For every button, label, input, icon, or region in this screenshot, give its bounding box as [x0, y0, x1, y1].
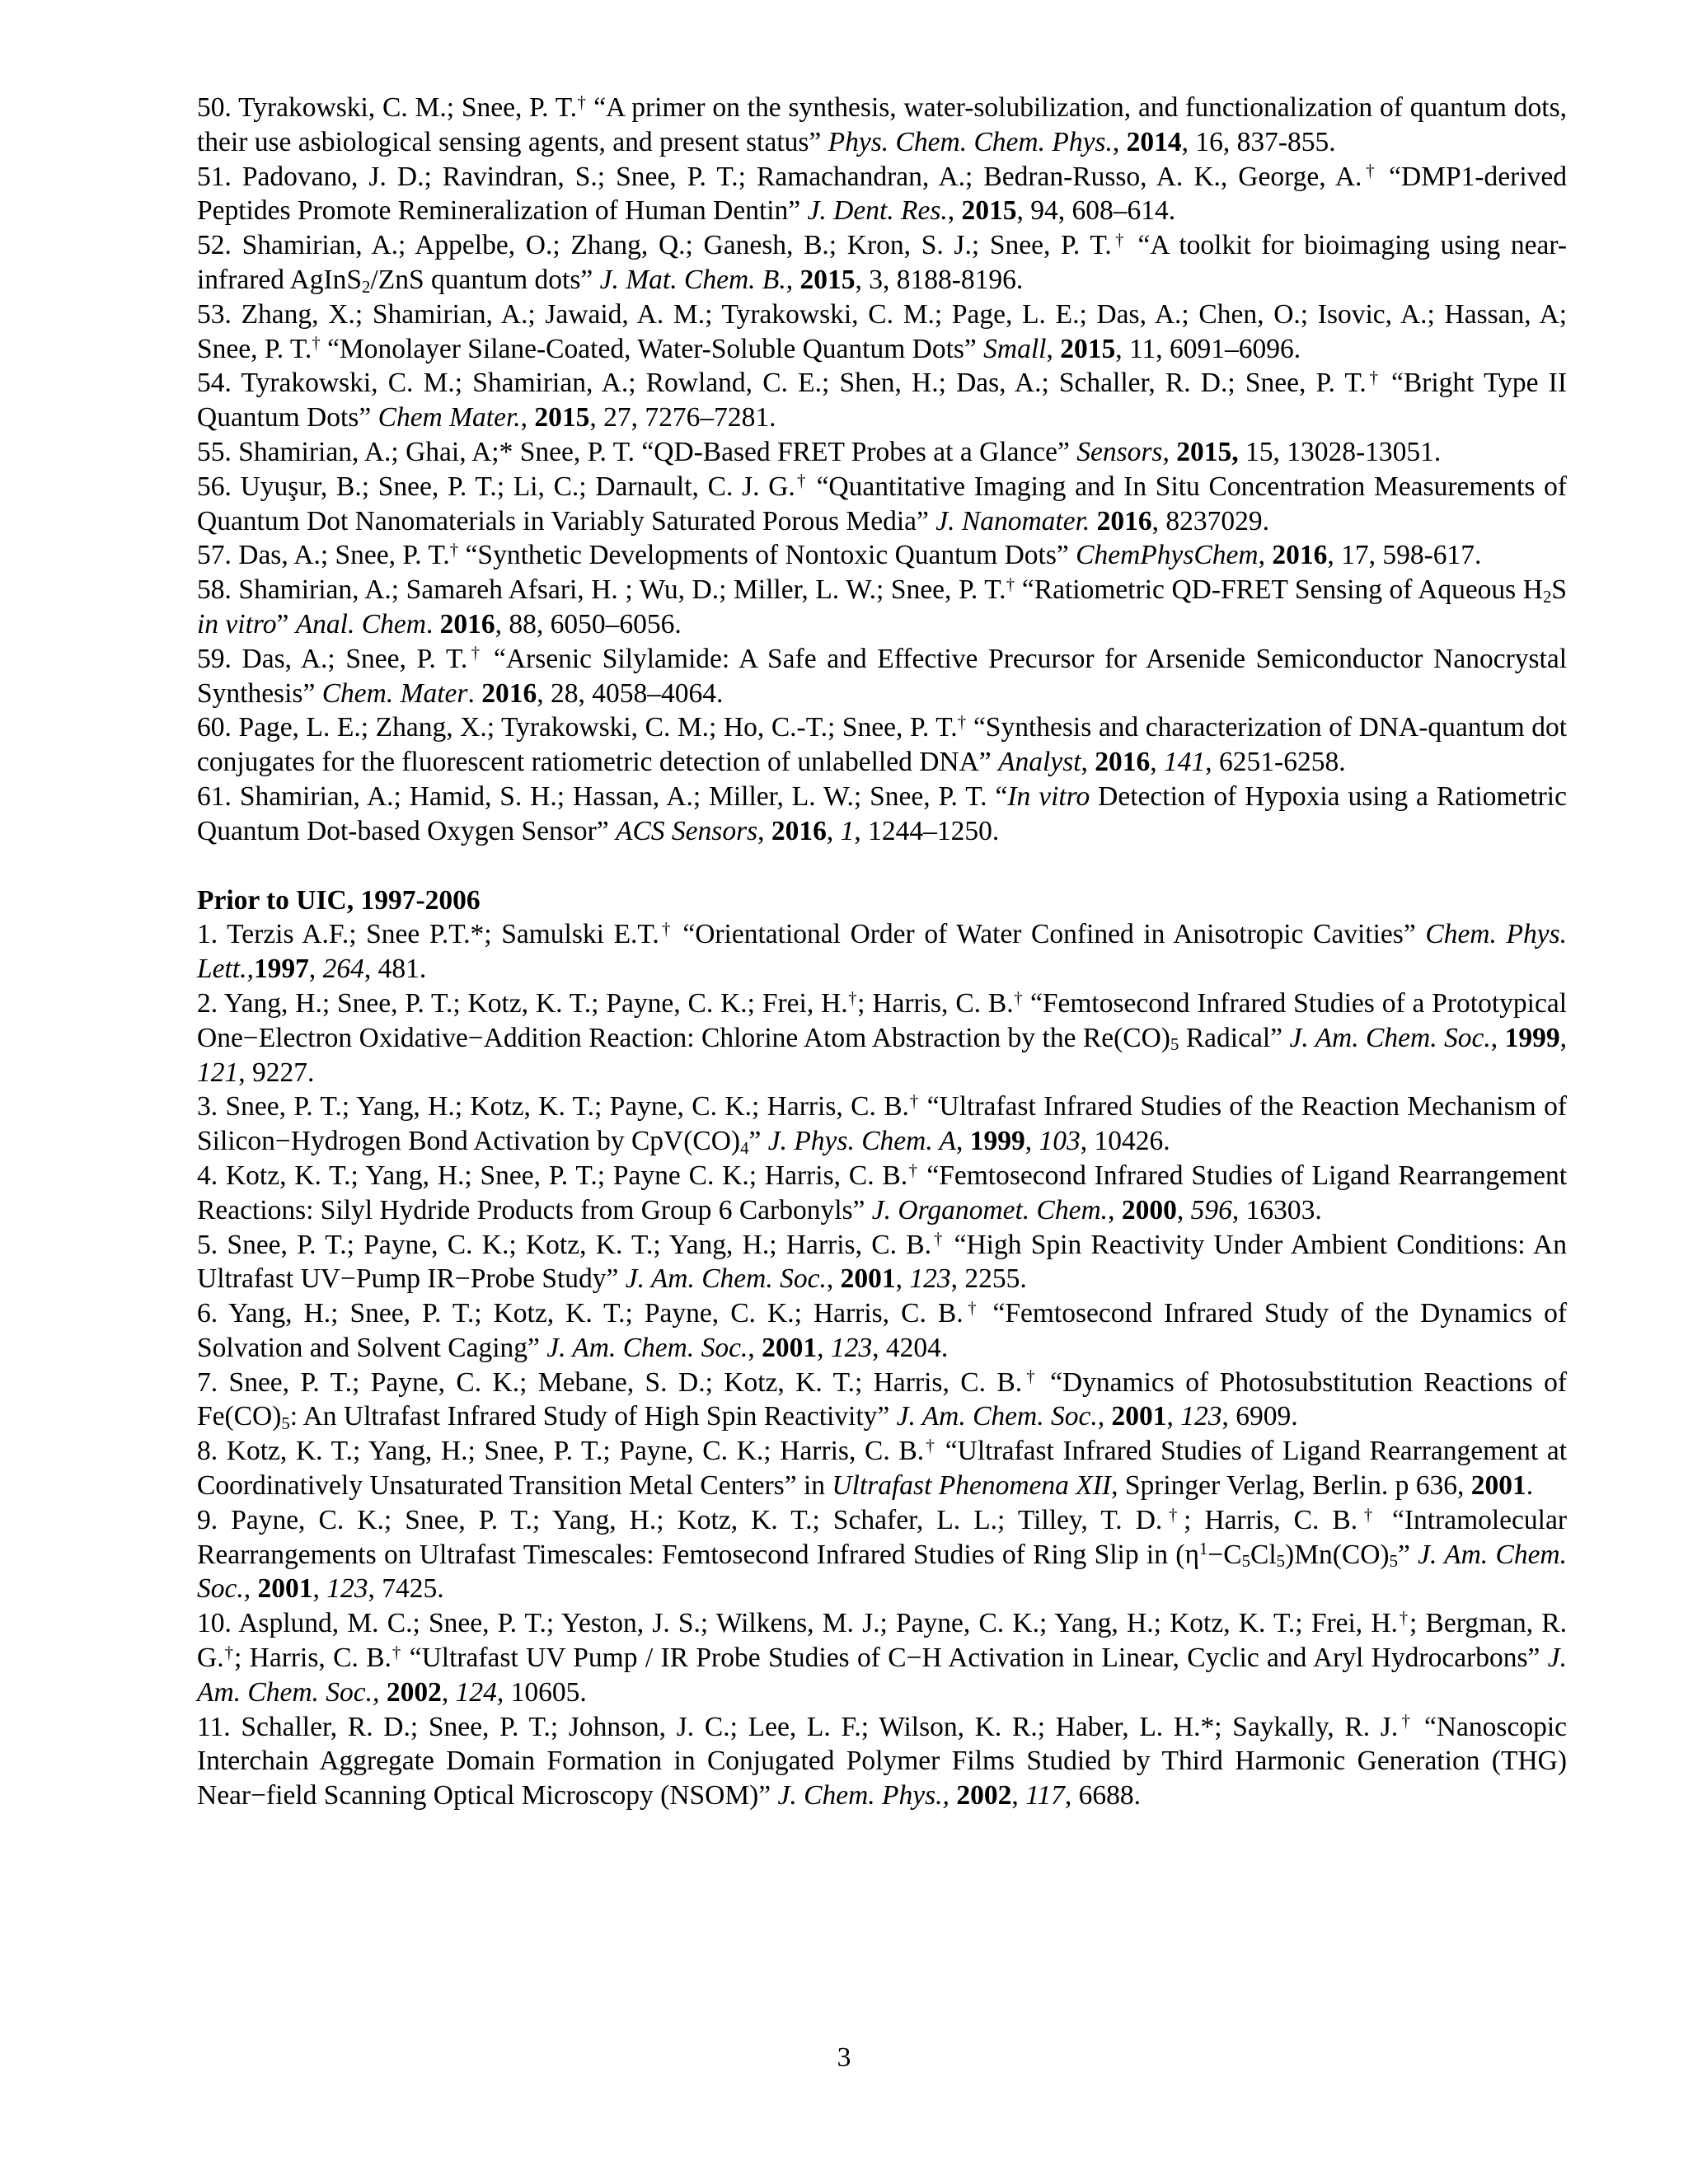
reference-text-run: , 10426. — [1080, 1126, 1170, 1157]
reference-text-run: , — [1176, 1194, 1191, 1226]
reference-text-run: † — [1398, 1712, 1414, 1732]
reference-text-run: 2001 — [1470, 1470, 1526, 1502]
reference-text-run: “Ultrafast Infrared Studies of Ligand Rearrangement at Coordinatively Unsaturated Transition Metal Centers” in — [197, 1436, 1568, 1502]
reference-text-run: J. Am. Chem. Soc. — [625, 1263, 827, 1295]
reference-text-run: , — [947, 195, 962, 227]
reference-text-run: J. Am. Chem. Soc., — [197, 1539, 1568, 1605]
reference-text-run: “A toolkit for bioimaging using near-infrared AgInS — [197, 230, 1568, 295]
reference-text-run: 2016 — [1096, 505, 1152, 537]
reference-text-run: Sensors — [1076, 436, 1163, 467]
reference-text-run: † — [391, 1643, 402, 1662]
reference-text-run: 1999 — [1504, 1022, 1560, 1053]
reference-text-run: 124, — [455, 1676, 504, 1708]
reference-text-run: , — [1559, 1022, 1568, 1053]
reference-text-run: 6. Yang, H.; Snee, P. T.; Kotz, K. T.; Payne, C. K.; Harris, C. B. — [197, 1298, 964, 1329]
reference-text-run: 5 — [1241, 1552, 1250, 1572]
reference-text-run: . — [467, 677, 482, 709]
reference-text-run: , — [895, 1263, 910, 1295]
reference-text-run: † — [1111, 230, 1128, 250]
reference-text-run: 4. Kotz, K. T.; Yang, H.; Snee, P. T.; Payne C. K.; Harris, C. B. — [197, 1160, 908, 1191]
reference-text-run: : An Ultrafast Infrared Study of High Spin Reactivity” — [289, 1401, 897, 1432]
reference-text-run: 1999 — [969, 1126, 1025, 1157]
reference-text-run: 103 — [1039, 1126, 1081, 1157]
reference-entry — [197, 780, 1567, 849]
reference-entry — [197, 1503, 1567, 1606]
reference-text-run: 55. Shamirian, A.; Ghai, A;* Snee, P. T. “QD-Based FRET Probes at a Glance” — [197, 436, 1077, 467]
reference-text-run: 1 — [840, 815, 855, 846]
reference-text-run: “High Spin Reactivity Under Ambient Conditions: An Ultrafast UV−Pump IR−Probe Study” — [197, 1229, 1567, 1295]
publication-list — [197, 91, 1567, 1813]
reference-text-run: , — [1108, 1194, 1122, 1226]
reference-text-run: 264 — [322, 954, 364, 985]
reference-text-run — [379, 1677, 386, 1708]
reference-text-run: J. Am. Chem. Soc. — [1289, 1022, 1491, 1053]
reference-text-run: † — [1362, 162, 1379, 181]
reference-text-run: , 27, 7276–7281. — [589, 402, 776, 434]
reference-text-run: −C — [1207, 1539, 1242, 1570]
reference-text-run: , 1244–1250. — [854, 815, 1000, 846]
reference-text-run: 2016 — [771, 815, 827, 846]
reference-text-run: , — [1490, 1022, 1505, 1053]
reference-text-run: “A primer on the synthesis, water-solubilization, and functionalization of quantum dots, their use asbiological sensing agents, and present status” — [197, 92, 1567, 157]
reference-text-run: , Springer Verlag, Berlin. p 636, — [1111, 1470, 1471, 1502]
reference-text-run: 11. Schaller, R. D.; Snee, P. T.; Johnson, J. C.; Lee, L. F.; Wilson, K. R.; Haber, L. H.*; Saykally, R. J. — [197, 1711, 1399, 1742]
reference-text-run: 8. Kotz, K. T.; Yang, H.; Snee, P. T.; Payne, C. K.; Harris, C. B. — [197, 1436, 925, 1467]
reference-text-run: 596 — [1190, 1194, 1232, 1226]
reference-text-run: , — [748, 1332, 762, 1363]
reference-text-run: 123 — [830, 1332, 873, 1363]
reference-text-run: , — [1166, 1401, 1181, 1432]
section-heading: Prior to UIC, 1997-2006 — [197, 884, 481, 916]
reference-text-run: 2002 — [956, 1780, 1012, 1811]
reference-text-run: 1. Terzis A.F.; Snee P.T.*; Samulski E.T. — [197, 919, 659, 950]
reference-text-run: 2015, — [1176, 436, 1239, 467]
reference-entry — [197, 573, 1567, 642]
reference-text-run: 2. Yang, H.; Snee, P. T.; Kotz, K. T.; Payne, C. K.; Frei, H. — [197, 987, 848, 1019]
reference-text-run: † — [908, 1091, 920, 1111]
reference-text-run: Chem. Mater — [321, 677, 468, 709]
reference-text-run: , 88, 6050–6056. — [495, 608, 682, 640]
reference-text-run: Radical” — [1179, 1022, 1290, 1053]
reference-entry — [197, 987, 1567, 1090]
reference-text-run: † — [223, 1643, 234, 1662]
reference-text-run: 123 — [1180, 1401, 1222, 1432]
reference-text-run: “Quantitative Imaging and In Situ Concentration Measurements of Quantum Dot Nanomaterials in Variably Saturated Porous Media” — [197, 471, 1567, 537]
reference-text-run: 2016 — [439, 608, 495, 640]
reference-text-run: † — [449, 540, 459, 560]
reference-text-run: “Intramolecular Rearrangements on Ultrafast Timescales: Femtosecond Infrared Studies of Ring Slip in (η — [197, 1504, 1567, 1570]
reference-text-run — [251, 1573, 257, 1604]
reference-text-run: 51. Padovano, J. D.; Ravindran, S.; Snee, P. T.; Ramachandran, A.; Bedran-Russo, A. K., George, A. — [197, 161, 1362, 192]
reference-text-run: , — [1258, 540, 1273, 571]
reference-text-run: , — [826, 1263, 841, 1295]
reference-text-run: Anal. Chem — [295, 608, 426, 640]
reference-text-run: 5 — [1276, 1552, 1286, 1572]
reference-text-run: “Ratiometric QD-FRET Sensing of Aqueous H — [1015, 574, 1543, 606]
reference-text-run: ” — [748, 1126, 768, 1157]
reference-entry — [197, 538, 1567, 573]
reference-text-run: 56. Uyuşur, B.; Snee, P. T.; Li, C.; Darnault, C. J. G. — [197, 471, 795, 502]
reference-text-run: † — [907, 1160, 919, 1180]
reference-entry — [197, 160, 1567, 229]
reference-text-run: 5 — [1170, 1035, 1179, 1055]
reference-text-run: ; Bergman, R. G. — [197, 1608, 1567, 1674]
reference-text-run: , 3, 8188-8196. — [855, 264, 1024, 295]
reference-text-run: ” — [276, 608, 296, 640]
reference-text-run: , — [1011, 1780, 1026, 1811]
reference-text-run: . — [425, 608, 440, 640]
reference-text-run: ChemPhysChem — [1076, 540, 1259, 571]
reference-text-run: 61. Shamirian, A.; Hamid, S. H.; Hassan, A.; Miller, L. W.; Snee, P. T. “ — [197, 780, 1008, 812]
reference-text-run: ACS Sensors — [615, 815, 758, 846]
reference-text-run: )Mn(CO) — [1285, 1539, 1390, 1570]
reference-text-run: “Femtosecond Infrared Study of the Dynamics of Solvation and Solvent Caging” — [197, 1298, 1567, 1363]
reference-text-run: 5 — [281, 1414, 290, 1434]
reference-text-run: “Femtosecond Infrared Studies of Ligand Rearrangement Reactions: Silyl Hydride Products from Group 6 Carbonyls” — [197, 1160, 1567, 1226]
reference-text-run: , — [1046, 333, 1061, 364]
reference-entry — [197, 470, 1567, 539]
reference-text-run: † — [931, 1230, 945, 1249]
reference-entry — [197, 1434, 1567, 1503]
reference-text-run: † — [312, 334, 321, 354]
reference-text-run: “Synthesis and characterization of DNA-quantum dot conjugates for the fluorescent ratiometric detection of unlabelled DNA” — [197, 712, 1568, 778]
reference-entry — [197, 917, 1567, 987]
reference-text-run: 2015 — [961, 195, 1017, 227]
reference-text-run: , — [1162, 436, 1177, 467]
reference-text-run: , 2255. — [950, 1263, 1027, 1295]
reference-text-run: 50. Tyrakowski, C. M.; Snee, P. T. — [197, 92, 578, 123]
reference-text-run: 121 — [197, 1057, 239, 1088]
reference-text-run: , 481. — [363, 954, 427, 985]
reference-text-run: Small — [983, 333, 1047, 364]
reference-text-run: † — [1006, 574, 1015, 594]
reference-text-run: † — [963, 1298, 982, 1318]
reference-text-run: Phys. Chem. Chem. Phys. — [828, 126, 1113, 157]
reference-text-run: , — [1081, 747, 1095, 778]
reference-text-run: † — [1162, 1505, 1184, 1525]
reference-entry — [197, 642, 1567, 711]
reference-text-run: “DMP1-derived Peptides Promote Remineralization of Human Dentin” — [197, 161, 1567, 227]
reference-text-run: “Monolayer Silane-Coated, Water-Soluble Quantum Dots” — [320, 333, 984, 364]
reference-text-run: 2014 — [1126, 126, 1182, 157]
reference-text-run: 2002 — [386, 1676, 442, 1708]
reference-entry — [197, 1296, 1567, 1366]
reference-text-run: “Orientational Order of Water Confined in Anisotropic Cavities” — [673, 919, 1426, 950]
reference-text-run: , 7425. — [368, 1573, 444, 1605]
reference-text-run: ; Harris, C. B. — [857, 987, 1014, 1019]
reference-text-run: Cl — [1250, 1539, 1277, 1570]
reference-text-run: , — [817, 1332, 831, 1363]
reference-text-run: 1997 — [253, 954, 309, 985]
reference-text-run: , — [312, 1573, 327, 1605]
reference-text-run: 53. Zhang, X.; Shamirian, A.; Jawaid, A. M.; Tyrakowski, C. M.; Page, L. E.; Das, A.; Chen, O.; Isovic, A.; Hassan, A; Snee, P. T. — [197, 298, 1567, 364]
reference-text-run: † — [1357, 1505, 1379, 1525]
reference-text-run: , 94, 608–614. — [1016, 195, 1176, 227]
reference-entry — [197, 1606, 1567, 1709]
reference-text-run: , — [785, 264, 800, 295]
reference-text-run: Detection of Hypoxia using a Ratiometric Quantum Dot-based Oxygen Sensor” — [197, 780, 1567, 846]
reference-text-run: 5 — [1389, 1552, 1398, 1572]
reference-text-run: 54. Tyrakowski, C. M.; Shamirian, A.; Rowland, C. E.; Shen, H.; Das, A.; Schaller, R. D.; Snee, P. T. — [197, 368, 1367, 399]
reference-text-run: 2000 — [1121, 1194, 1177, 1226]
reference-text-run: † — [924, 1436, 937, 1455]
reference-text-run: , — [308, 954, 323, 985]
reference-text-run: 7. Snee, P. T.; Payne, C. K.; Mebane, S. D.; Kotz, K. T.; Harris, C. B. — [197, 1366, 1023, 1398]
reference-text-run: J. Dent. Res. — [807, 195, 948, 227]
reference-text-run: 141 — [1164, 747, 1206, 778]
reference-text-run: , 6251-6258. — [1205, 747, 1346, 778]
reference-text-run: 2016 — [481, 677, 537, 709]
reference-text-run: 123 — [909, 1263, 951, 1295]
reference-text-run: /ZnS quantum dots” — [370, 264, 600, 295]
reference-text-run: “Arsenic Silylamide: A Safe and Effective Precursor for Arsenide Semiconductor Nanocrystal Synthesis” — [197, 643, 1568, 709]
reference-text-run: , — [826, 815, 841, 846]
reference-text-run: † — [957, 712, 967, 732]
reference-text-run: 10. Asplund, M. C.; Snee, P. T.; Yeston, J. S.; Wilkens, M. J.; Payne, C. K.; Yang, H.; Kotz, K. T.; Frei, H. — [197, 1608, 1398, 1639]
reference-text-run: Ultrafast Phenomena XII — [832, 1470, 1112, 1502]
reference-text-run: 60. Page, L. E.; Zhang, X.; Tyrakowski, C. M.; Ho, C.-T.; Snee, P. T. — [197, 712, 958, 743]
reference-text-run: “Synthetic Developments of Nontoxic Quantum Dots” — [458, 540, 1076, 571]
reference-text-run: , — [441, 1676, 456, 1708]
reference-text-run: , — [1112, 126, 1127, 157]
reference-text-run: J. Am. Chem. Soc., — [197, 1643, 1568, 1708]
reference-entry — [197, 91, 1567, 160]
reference-text-run: † — [577, 92, 587, 112]
reference-text-run: 59. Das, A.; Snee, P. T. — [197, 643, 468, 674]
reference-text-run: in vitro — [197, 608, 277, 640]
reference-text-run: “Femtosecond Infrared Studies of a Prototypical One−Electron Oxidative−Addition Reaction: Chlorine Atom Abstraction by the Re(CO) — [197, 987, 1568, 1053]
reference-text-run: Analyst — [998, 747, 1081, 778]
reference-text-run — [1104, 1401, 1111, 1432]
reference-text-run: In vitro — [1007, 780, 1090, 812]
reference-text-run: Chem. Phys. Lett., — [197, 919, 1568, 985]
recent-references-list — [197, 91, 1567, 849]
reference-text-run: 57. Das, A.; Snee, P. T. — [197, 540, 450, 571]
reference-entry — [197, 228, 1567, 298]
reference-text-run: , 11, 6091–6096. — [1115, 333, 1301, 364]
reference-text-run: 123 — [326, 1573, 368, 1605]
reference-text-run: “Ultrafast UV Pump / IR Probe Studies of C−H Activation in Linear, Cyclic and Aryl Hydrocarbons” — [401, 1643, 1548, 1674]
reference-text-run: , 17, 598-617. — [1327, 540, 1482, 571]
reference-text-run: † — [1397, 1608, 1409, 1628]
reference-entry — [197, 710, 1567, 780]
reference-text-run: , — [1025, 1126, 1039, 1157]
reference-text-run: 117 — [1025, 1780, 1065, 1811]
reference-text-run: 4 — [740, 1138, 749, 1158]
reference-text-run: 2015 — [799, 264, 856, 295]
reference-text-run: 15, 13028-13051. — [1238, 436, 1442, 467]
reference-text-run: J. Phys. Chem. A — [767, 1126, 956, 1157]
reference-text-run: J. Nanomater. — [935, 505, 1090, 537]
reference-text-run: 9. Payne, C. K.; Snee, P. T.; Yang, H.; Kotz, K. T.; Schafer, L. L.; Tilley, T. D. — [197, 1504, 1163, 1535]
reference-text-run: “Dynamics of Photosubstitution Reactions of Fe(CO) — [197, 1366, 1567, 1432]
reference-text-run: ; Harris, C. B. — [1184, 1504, 1358, 1535]
reference-text-run: 2015 — [534, 402, 590, 434]
reference-entry — [197, 1090, 1567, 1159]
reference-text-run: , — [520, 402, 535, 434]
reference-entry — [197, 1159, 1567, 1228]
reference-text-run: 10605. — [504, 1676, 587, 1708]
reference-text-run: , 16, 837-855. — [1181, 126, 1336, 157]
reference-text-run: J. Am. Chem. Soc. — [546, 1332, 748, 1363]
reference-text-run: 2015 — [1060, 333, 1116, 364]
reference-text-run: 5. Snee, P. T.; Payne, C. K.; Kotz, K. T.; Yang, H.; Harris, C. B. — [197, 1229, 932, 1260]
reference-text-run: “Ultrafast Infrared Studies of the Reaction Mechanism of Silicon−Hydrogen Bond Activation by CpV(CO) — [197, 1091, 1567, 1157]
reference-text-run: ; Harris, C. B. — [233, 1643, 392, 1674]
reference-text-run: , 16303. — [1231, 1194, 1322, 1226]
reference-text-run: , 9227. — [238, 1057, 315, 1088]
reference-entry — [197, 435, 1567, 470]
reference-text-run: “Nanoscopic Interchain Aggregate Domain Formation in Conjugated Polymer Films Studied by Third Harmonic Generation (THG) Near−field Scanning Optical Microscopy (NSOM)” — [197, 1711, 1567, 1811]
reference-entry — [197, 1228, 1567, 1297]
reference-text-run: J. Mat. Chem. B. — [599, 264, 786, 295]
reference-text-run: 58. Shamirian, A.; Samareh Afsari, H. ; Wu, D.; Miller, L. W.; Snee, P. T. — [197, 574, 1006, 606]
reference-text-run: J. Chem. Phys., — [777, 1780, 950, 1811]
reference-text-run: , 6688. — [1064, 1780, 1141, 1811]
reference-text-run: , 8237029. — [1151, 505, 1270, 537]
reference-text-run: 2001 — [840, 1263, 896, 1295]
reference-text-run: 2001 — [257, 1573, 313, 1605]
reference-text-run: ” — [1397, 1539, 1418, 1570]
reference-text-run: 2001 — [1111, 1401, 1167, 1432]
reference-text-run: J. Am. Chem. Soc., — [896, 1401, 1105, 1432]
reference-text-run: 2016 — [1272, 540, 1328, 571]
reference-text-run: † — [795, 471, 808, 491]
reference-text-run: † — [1022, 1367, 1039, 1387]
reference-text-run: , — [955, 1126, 970, 1157]
reference-text-run: , 28, 4058–4064. — [537, 677, 724, 709]
reference-text-run: S — [1551, 574, 1568, 606]
reference-entry — [197, 1366, 1567, 1435]
reference-text-run: “Bright Type II Quantum Dots” — [197, 368, 1567, 434]
reference-text-run: † — [659, 919, 673, 939]
reference-text-run: Chem Mater. — [377, 402, 521, 434]
reference-text-run: 2001 — [762, 1332, 818, 1363]
prior-references-list — [197, 917, 1567, 1813]
reference-text-run: , — [757, 815, 771, 846]
reference-text-run: . — [1526, 1470, 1534, 1502]
reference-text-run: † — [847, 988, 858, 1008]
reference-text-run — [1090, 506, 1096, 537]
reference-entry — [197, 298, 1567, 367]
reference-text-run: † — [1013, 988, 1024, 1008]
reference-text-run: , 6909. — [1221, 1401, 1298, 1432]
reference-text-run: 1 — [1198, 1540, 1208, 1559]
reference-entry — [197, 366, 1567, 435]
reference-entry — [197, 1710, 1567, 1813]
page-number: 3 — [837, 2042, 851, 2073]
reference-text-run: , 4204. — [872, 1332, 949, 1363]
reference-text-run: , — [1150, 747, 1165, 778]
reference-text-run: 52. Shamirian, A.; Appelbe, O.; Zhang, Q.; Ganesh, B.; Kron, S. J.; Snee, P. T. — [197, 230, 1112, 261]
reference-text-run: † — [467, 644, 484, 663]
reference-text-run: 2 — [1542, 587, 1552, 607]
reference-text-run: 2 — [362, 277, 371, 297]
reference-text-run: J. Organomet. Chem. — [871, 1194, 1109, 1226]
reference-text-run: † — [1366, 368, 1381, 387]
reference-text-run: 2016 — [1095, 747, 1151, 778]
reference-text-run: 3. Snee, P. T.; Yang, H.; Kotz, K. T.; Payne, C. K.; Harris, C. B. — [197, 1091, 909, 1122]
